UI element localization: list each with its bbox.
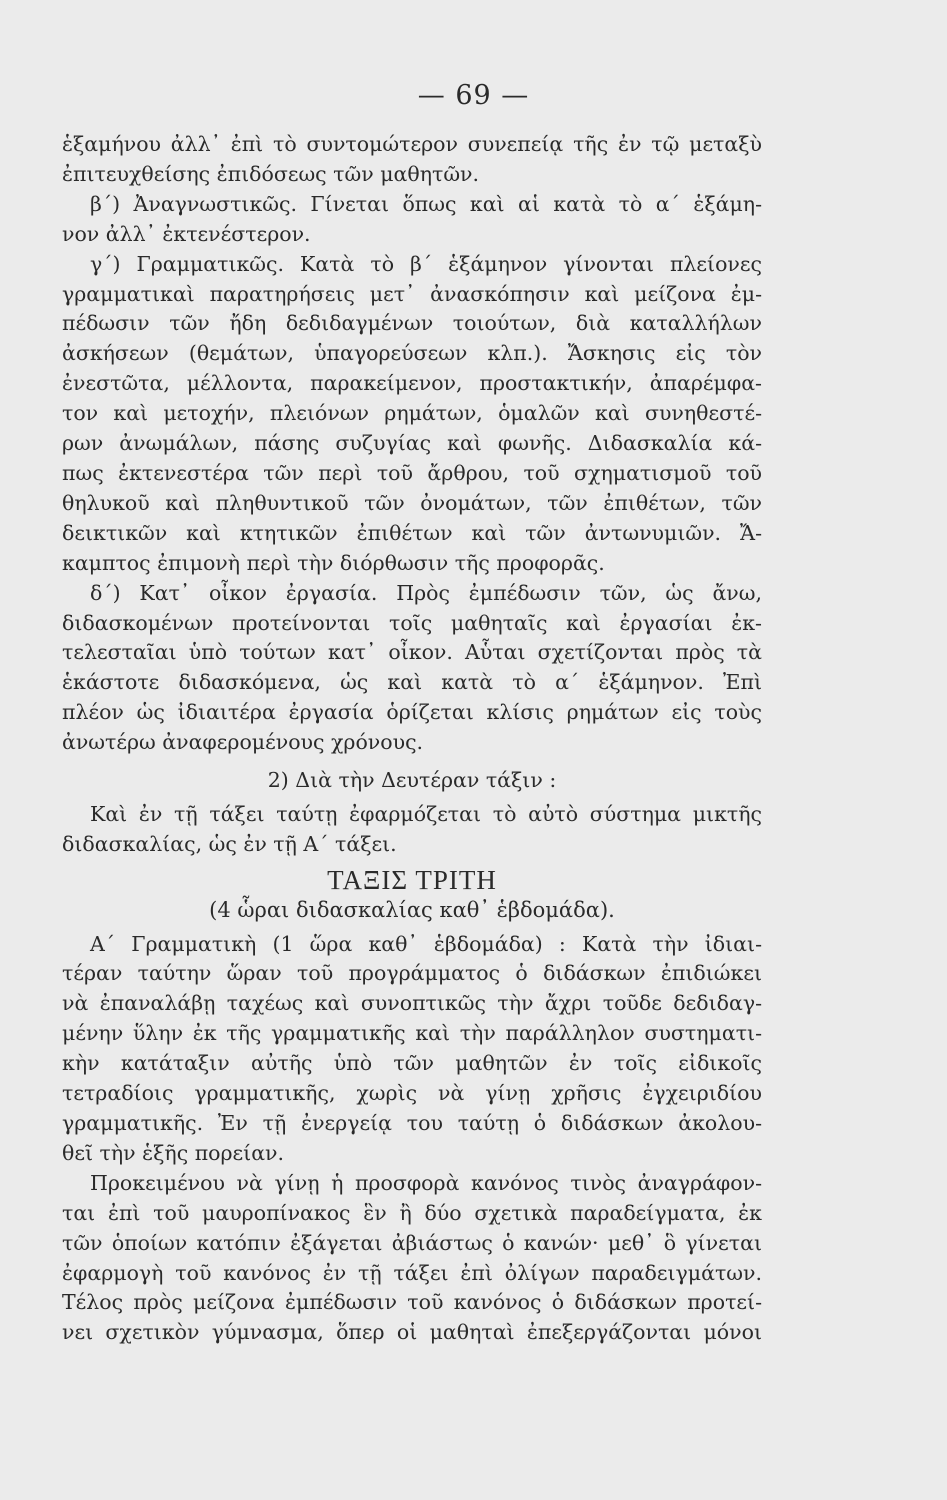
heading-text: ΤΑΞΙΣ ΤΡΙΤΗ (327, 864, 497, 895)
paragraph (62, 579, 762, 758)
text-line: β΄) Ἀναγνωστικῶς. Γίνεται ὅπως καὶ αἱ κατὰ τὸ α΄ ἑξάμη- (90, 191, 762, 216)
paragraph (62, 800, 762, 860)
page-text (62, 130, 762, 1348)
text-line: πέδωσιν τῶν ἤδη δεδιδαγμένων τοιούτων, διὰ καταλλήλων (62, 311, 762, 336)
text-line: πλέον ὡς ἰδιαιτέρα ἐργασία ὁρίζεται κλίσις ρημάτων εἰς τοὺς (62, 700, 762, 725)
text-line: γ΄) Γραμματικῶς. Κατὰ τὸ β΄ ἑξάμηνον γίνονται πλείονες (90, 251, 762, 276)
text-line: ἀνωτέρω ἀναφερομένους χρόνους. (62, 730, 424, 755)
text-line: τον καὶ μετοχήν, πλειόνων ρημάτων, ὁμαλῶν καὶ συνηθεστέ- (62, 401, 762, 426)
text-line: ται ἐπὶ τοῦ μαυροπίνακος ἓν ἢ δύο σχετικὰ παραδείγματα, ἐκ (62, 1200, 762, 1225)
text-line: θηλυκοῦ καὶ πληθυντικοῦ τῶν ὀνομάτων, τῶν ἐπιθέτων, τῶν (62, 490, 762, 515)
text-line: ἐνεστῶτα, μέλλοντα, παρακείμενον, προστακτικήν, ἀπαρέμφα- (62, 371, 762, 396)
text-line: θεῖ τὴν ἑξῆς πορείαν. (62, 1140, 285, 1165)
text-line: Α΄ Γραμματικὴ (1 ὥρα καθ᾽ ἑβδομάδα) : Κατὰ τὴν ἰδιαι- (90, 931, 762, 956)
page-number: — 69 — (417, 80, 530, 111)
text-line: νὰ ἐπαναλάβῃ ταχέως καὶ συνοπτικῶς τὴν ἄχρι τοῦδε δεδιδαγ- (62, 991, 762, 1016)
paragraph (62, 190, 762, 250)
text-line: γραμματικαὶ παρατηρήσεις μετ᾽ ἀνασκόπησιν καὶ μείζονα ἐμ- (62, 281, 762, 306)
subheading-text: (4 ὧραι διδασκαλίας καθ᾽ ἑβδομάδα). (209, 897, 615, 922)
text-line: ἑκάστοτε διδασκόμενα, ὡς καὶ κατὰ τὸ α΄ ἑξάμηνον. Ἐπὶ (62, 670, 762, 695)
text-line: ἀσκήσεων (θεμάτων, ὑπαγορεύσεων κλπ.). Ἄσκησις εἰς τὸν (62, 341, 762, 366)
paragraph (62, 930, 762, 1169)
text-line: ρων ἀνωμάλων, πάσης συζυγίας καὶ φωνῆς. Διδασκαλία κά- (62, 431, 762, 456)
section-label (62, 766, 762, 796)
text-line: γραμματικῆς. Ἐν τῇ ἐνεργείᾳ του ταύτῃ ὁ διδάσκων ἀκολου- (62, 1111, 762, 1135)
paragraph (62, 1169, 762, 1348)
text-line: νον ἀλλ᾽ ἐκτενέστερον. (62, 221, 311, 246)
paragraph (62, 130, 762, 190)
text-line: δ΄) Κατ᾽ οἶκον ἐργασία. Πρὸς ἐμπέδωσιν τῶν, ὡς ἄνω, (90, 580, 762, 605)
text-line: Καὶ ἐν τῇ τάξει ταύτῃ ἐφαρμόζεται τὸ αὐτὸ σύστημα μικτῆς (90, 801, 762, 826)
text-line: κὴν κατάταξιν αὐτῆς ὑπὸ τῶν μαθητῶν ἐν τοῖς εἰδικοῖς (62, 1051, 762, 1076)
text-line: Τέλος πρὸς μείζονα ἐμπέδωσιν τοῦ κανόνος ὁ διδάσκων προτεί- (62, 1290, 762, 1315)
text-line: Προκειμένου νὰ γίνῃ ἡ προσφορὰ κανόνος τινὸς ἀναγράφον- (90, 1170, 762, 1195)
text-line: καμπτος ἐπιμονὴ περὶ τὴν διόρθωσιν τῆς προφορᾶς. (62, 550, 605, 575)
text-line: ἐπιτευχθείσης ἐπιδόσεως τῶν μαθητῶν. (62, 161, 480, 186)
text-line: τῶν ὁποίων κατόπιν ἐξάγεται ἀβιάστως ὁ κανών· μεθ᾽ ὃ γίνεται (62, 1230, 762, 1255)
text-line: μένην ὕλην ἐκ τῆς γραμματικῆς καὶ τὴν παράλληλον συστηματι- (62, 1021, 762, 1046)
text-line: τέραν ταύτην ὥραν τοῦ προγράμματος ὁ διδάσκων ἐπιδιώκει (62, 961, 762, 986)
text-line: διδασκαλίας, ὡς ἐν τῇ Α΄ τάξει. (62, 831, 397, 856)
text-line: νει σχετικὸν γύμνασμα, ὅπερ οἱ μαθηταὶ ἐπεξεργάζονται μόνοι (62, 1320, 762, 1345)
text-line: πως ἐκτενεστέρα τῶν περὶ τοῦ ἄρθρου, τοῦ σχηματισμοῦ τοῦ (62, 460, 762, 485)
paragraph (62, 250, 762, 579)
section-heading (62, 866, 762, 926)
text-line: τελεσταῖαι ὑπὸ τούτων κατ᾽ οἶκον. Αὗται σχετίζονται πρὸς τὰ (62, 640, 762, 665)
text-line: δεικτικῶν καὶ κτητικῶν ἐπιθέτων καὶ τῶν ἀντωνυμιῶν. Ἄ- (62, 520, 762, 545)
text-line: ἐφαρμογὴ τοῦ κανόνος ἐν τῇ τάξει ἐπὶ ὀλίγων παραδειγμάτων. (62, 1260, 762, 1285)
section-label-text: 2) Διὰ τὴν Δευτέραν τάξιν : (267, 768, 557, 793)
text-line: διδασκομένων προτείνονται τοῖς μαθηταῖς καὶ ἐργασίαι ἐκ- (62, 610, 762, 635)
text-line: ἑξαμήνου ἀλλ᾽ ἐπὶ τὸ συντομώτερον συνεπείᾳ τῆς ἐν τῷ μεταξὺ (62, 132, 762, 156)
text-line: τετραδίοις γραμματικῆς, χωρὶς νὰ γίνῃ χρῆσις ἐγχειριδίου (62, 1081, 762, 1106)
